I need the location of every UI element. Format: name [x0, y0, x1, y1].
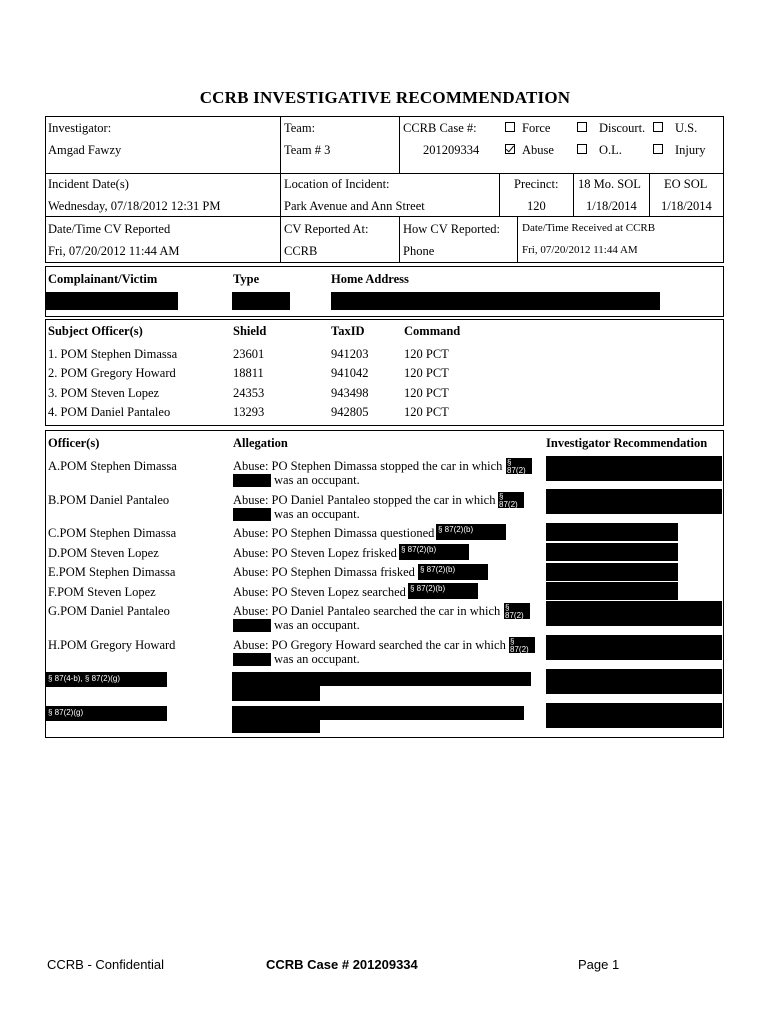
us-label: U.S.	[675, 121, 698, 135]
redaction-code: § 87(4-b), § 87(2)(g)	[48, 674, 121, 683]
officer-shield: 23601	[233, 347, 265, 361]
redaction-block	[546, 635, 722, 660]
location-value: Park Avenue and Ann Street	[284, 199, 425, 213]
eo-sol-label: EO SOL	[664, 177, 708, 191]
abuse-checkbox[interactable]	[505, 144, 515, 154]
force-label: Force	[522, 121, 551, 135]
us-checkbox[interactable]	[653, 122, 663, 132]
redaction-block	[418, 564, 488, 580]
redaction-block	[546, 669, 722, 694]
redaction-code: § 87(2)(b)	[410, 584, 446, 593]
shield-header: Shield	[233, 324, 267, 338]
officer-shield: 24353	[233, 386, 265, 400]
allegation-header: Allegation	[233, 436, 288, 450]
incident-dates-label: Incident Date(s)	[48, 177, 129, 191]
redaction-block	[46, 292, 178, 310]
officer-name: 1. POM Stephen Dimassa	[48, 347, 178, 361]
investigator-name: Amgad Fawzy	[48, 143, 122, 157]
command-header: Command	[404, 324, 461, 338]
officer-command: 120 PCT	[404, 366, 449, 380]
page-title: CCRB INVESTIGATIVE RECOMMENDATION	[199, 88, 571, 107]
redaction-code: § 87(2)(b)	[420, 565, 456, 574]
allegation-officer: E.POM Stephen Dimassa	[48, 565, 176, 579]
sol-label: 18 Mo. SOL	[578, 177, 641, 191]
allegation-text: Abuse: PO Stephen Dimassa stopped the car in which	[233, 459, 503, 473]
received-label: Date/Time Received at CCRB	[522, 222, 656, 234]
reported-at-value: CCRB	[284, 244, 318, 258]
redaction-block	[232, 292, 290, 310]
redaction-block	[232, 686, 320, 701]
redaction-code: § 87(2)(b)	[505, 603, 524, 628]
redaction-block	[399, 544, 469, 560]
incident-dates: Wednesday, 07/18/2012 12:31 PM	[48, 199, 221, 213]
footer-case-number: CCRB Case # 201209334	[266, 957, 418, 972]
officer-command: 120 PCT	[404, 405, 449, 419]
redaction-block	[46, 706, 167, 721]
footer-page-number: Page 1	[578, 957, 620, 972]
redaction-block	[233, 508, 271, 521]
redaction-block	[408, 583, 478, 599]
redaction-block	[546, 703, 722, 728]
allegation-text: Abuse: PO Steven Lopez frisked	[233, 546, 397, 560]
redaction-block	[506, 458, 532, 483]
redaction-code: § 87(2)(g)	[48, 708, 84, 717]
ol-label: O.L.	[599, 143, 622, 157]
redaction-block	[233, 653, 271, 666]
redaction-block	[232, 706, 524, 720]
redaction-block	[546, 582, 678, 600]
redaction-block	[546, 523, 678, 541]
allegation-text: Abuse: PO Steven Lopez searched	[233, 585, 406, 599]
redaction-code: § 87(2)(b)	[507, 458, 526, 483]
allegation-text-cont: was an occupant.	[274, 652, 360, 666]
officer-taxid: 943498	[331, 386, 369, 400]
allegation-officer: G.POM Daniel Pantaleo	[48, 604, 170, 618]
redaction-block	[233, 619, 271, 632]
allegation-text-cont: was an occupant.	[274, 473, 360, 487]
officer-taxid: 941042	[331, 366, 369, 380]
officer-command: 120 PCT	[404, 386, 449, 400]
taxid-header: TaxID	[331, 324, 365, 338]
redaction-block	[546, 456, 722, 481]
team-label: Team:	[284, 121, 316, 135]
redaction-code: § 87(2)(b)	[401, 545, 437, 554]
how-reported-value: Phone	[403, 244, 435, 258]
allegation-officer: F.POM Steven Lopez	[48, 585, 156, 599]
redaction-block	[436, 524, 506, 540]
officer-name: 4. POM Daniel Pantaleo	[48, 405, 171, 419]
allegation-text: Abuse: PO Stephen Dimassa frisked	[233, 565, 415, 579]
footer-confidential: CCRB - Confidential	[47, 957, 165, 972]
recommendation-header: Investigator Recommendation	[546, 436, 708, 450]
officers-header: Officer(s)	[48, 436, 100, 450]
redaction-code: § 87(2)(b)	[510, 637, 529, 662]
cv-reported-value: Fri, 07/20/2012 11:44 AM	[48, 244, 180, 258]
allegation-text: Abuse: PO Gregory Howard searched the car in which	[233, 638, 506, 652]
abuse-label: Abuse	[522, 143, 554, 157]
case-number: 201209334	[423, 143, 480, 157]
redaction-block	[504, 603, 530, 628]
allegation-text-cont: was an occupant.	[274, 618, 360, 632]
allegation-officer: C.POM Stephen Dimassa	[48, 526, 177, 540]
injury-label: Injury	[675, 143, 706, 157]
received-value: Fri, 07/20/2012 11:44 AM	[522, 244, 638, 256]
redaction-block	[509, 637, 535, 662]
allegation-text: Abuse: PO Daniel Pantaleo searched the car in which	[233, 604, 501, 618]
officer-command: 120 PCT	[404, 347, 449, 361]
allegation-officer: A.POM Stephen Dimassa	[48, 459, 177, 473]
discourtesy-checkbox[interactable]	[577, 122, 587, 132]
address-header: Home Address	[331, 272, 409, 286]
case-label: CCRB Case #:	[403, 121, 477, 135]
redaction-block	[232, 720, 320, 733]
officer-taxid: 941203	[331, 347, 369, 361]
officer-shield: 13293	[233, 405, 265, 419]
complainant-header: Complainant/Victim	[48, 272, 158, 286]
redaction-code: § 87(2)(b)	[438, 525, 474, 534]
force-checkbox[interactable]	[505, 122, 515, 132]
allegation-text-cont: was an occupant.	[274, 507, 360, 521]
team-value: Team # 3	[284, 143, 331, 157]
redaction-block	[46, 672, 167, 687]
allegation-officer: H.POM Gregory Howard	[48, 638, 176, 652]
redaction-block	[546, 601, 722, 626]
redaction-block	[233, 474, 271, 487]
precinct-label: Precinct:	[514, 177, 559, 191]
officer-shield: 18811	[233, 366, 264, 380]
how-reported-label: How CV Reported:	[403, 222, 500, 236]
officer-taxid: 942805	[331, 405, 369, 419]
reported-at-label: CV Reported At:	[284, 222, 369, 236]
cv-reported-label: Date/Time CV Reported	[48, 222, 171, 236]
redaction-block	[546, 563, 678, 581]
allegation-officer: D.POM Steven Lopez	[48, 546, 159, 560]
subject-officer-header: Subject Officer(s)	[48, 324, 143, 338]
eo-sol-value: 1/18/2014	[661, 199, 712, 213]
redaction-block	[546, 489, 722, 514]
allegation-text: Abuse: PO Stephen Dimassa questioned	[233, 526, 435, 540]
investigator-label: Investigator:	[48, 121, 112, 135]
location-label: Location of Incident:	[284, 177, 390, 191]
allegation-officer: B.POM Daniel Pantaleo	[48, 493, 170, 507]
redaction-code: § 87(2)(b)	[499, 492, 518, 517]
redaction-block	[232, 672, 531, 686]
type-header: Type	[233, 272, 260, 286]
sol-value: 1/18/2014	[586, 199, 637, 213]
injury-checkbox[interactable]	[653, 144, 663, 154]
precinct-value: 120	[527, 199, 546, 213]
discourtesy-label: Discourt.	[599, 121, 646, 135]
officer-name: 3. POM Steven Lopez	[48, 386, 160, 400]
ol-checkbox[interactable]	[577, 144, 587, 154]
officer-name: 2. POM Gregory Howard	[48, 366, 176, 380]
redaction-block	[498, 492, 524, 517]
redaction-block	[546, 543, 678, 561]
allegation-text: Abuse: PO Daniel Pantaleo stopped the car in which	[233, 493, 496, 507]
redaction-block	[331, 292, 660, 310]
